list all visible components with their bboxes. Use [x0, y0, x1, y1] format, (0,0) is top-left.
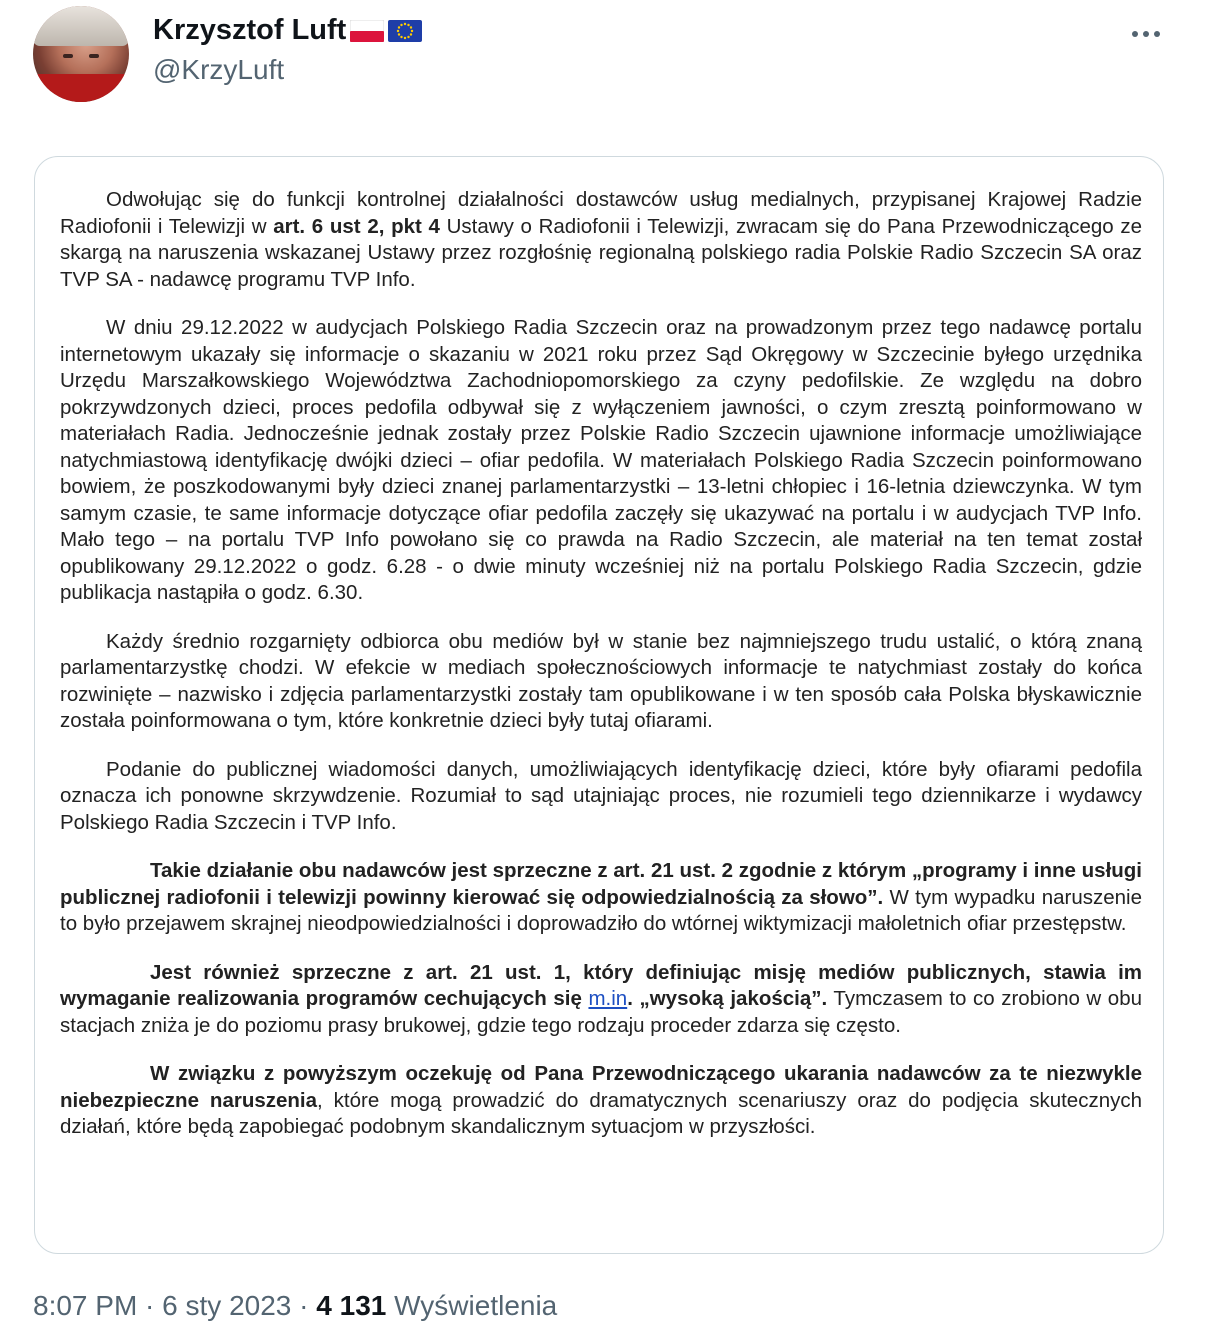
views-count[interactable]: 4 131 [316, 1290, 387, 1321]
tweet-date[interactable]: 6 sty 2023 [162, 1290, 292, 1321]
avatar[interactable] [33, 6, 129, 102]
more-options-icon[interactable] [1130, 14, 1162, 46]
tweet-time[interactable]: 8:07 PM [33, 1290, 138, 1321]
doc-paragraph-4: Podanie do publicznej wiadomości danych, umożliwiających identyfikację dzieci, które były ofiarami pedofila oznacza ich ponowne skrzywdzenie. Rozumiał to sąd utajniając proces, nie rozumieli tego dziennikarze i wydawcy Polskiego Radia Szczecin i TVP Info. [60, 757, 1142, 834]
doc-paragraph-2: W dniu 29.12.2022 w audycjach Polskiego Radia Szczecin oraz na prowadzonym przez tego nadawcę portalu internetowym ukazały się informacje o skazaniu w 2021 roku przez Sąd Okręgowy w Szczecinie byłego urzędnika Urzędu Marszałkowskiego Województwa Zachodniopomorskiego za czyny pedofilskie. Ze względu na dobro pokrzywdzonych dzieci, proces pedofila odbywał się z wyłączeniem jawności, o czym zresztą poinformowano w materiałach Radia. Jednocześnie jednak zostały przez Polskie Radio Szczecin ujawnione informacje umożliwiające natychmiastową identyfikację dwójki dzieci – ofiar pedofila. W materiałach Polskiego Radia Szczecin poinformowano bowiem, że poszkodowanymi były dzieci znanej parlamentarzystki – 13-letni chłopiec i 16-letnia dziewczynka. W tym samym czasie, te same informacje dotyczące ofiar pedofila zaczęły się ukazywać na portalu i w audycjach TVP Info. Mało tego – na portalu TVP Info powołano się co prawda na Radio Szczecin, ale materiał na ten temat został opublikowany 29.12.2022 o godz. 6.28 - o dwie minuty wcześniej niż na portalu Polskiego Radia Szczecin, gdzie publikacja nastąpiła o godz. 6.30. [60, 316, 1142, 604]
author-name-row[interactable] [153, 14, 422, 47]
attached-image[interactable] [34, 156, 1164, 1254]
author-handle[interactable]: @KrzyLuft [153, 54, 285, 85]
doc-link: m.in [588, 987, 628, 1010]
eu-flag-icon [388, 20, 422, 42]
doc-paragraph-3: Każdy średnio rozgarnięty odbiorca obu mediów był w stanie bez najmniejszego trudu ustalić, o którą znaną parlamentarzystkę chodzi. W efekcie w mediach społecznościowych informacje te natychmiast zostały do końca rozwinięte – nazwisko i zdjęcia parlamentarzystki zostały tam opublikowane i w ten sposób cała Polska błyskawicznie została poinformowana o tym, które konkretnie dzieci były tutaj ofiarami. [60, 629, 1142, 732]
views-label[interactable]: Wyświetlenia [386, 1290, 558, 1321]
doc-paragraph-1: Odwołując się do funkcji kontrolnej działalności dostawców usług medialnych, przypisanej Krajowej Radzie Radiofonii i Telewizji w art. 6 ust 2, pkt 4 Ustawy o Radiofonii i Telewizji, zwracam się do Pana Przewodniczącego ze skargą na naruszenia wskazanej Ustawy przez rozgłośnię regionalną polskiego radia Polskie Radio Szczecin SA oraz TVP SA - nadawcę programu TVP Info. [60, 188, 1143, 291]
tweet-meta: 8:07 PM · 6 sty 2023 · 4 131 Wyświetlenia [33, 1290, 558, 1321]
author-name[interactable]: Krzysztof Luft [153, 14, 347, 46]
doc-paragraph-7: W związku z powyższym oczekuję od Pana Przewodniczącego ukarania nadawców za te niezwykle niebezpieczne naruszenia, które mogą prowadzić do dramatycznych scenariuszy oraz do podjęcia skutecznych działań, które będą zapobiegać podobnym skandalicznym sytuacjom w przyszłości. [60, 1062, 1142, 1138]
document-text [60, 187, 1142, 1163]
doc-paragraph-5: Takie działanie obu nadawców jest sprzeczne z art. 21 ust. 2 zgodnie z którym „programy i inne usługi publicznej radiofonii i telewizji powinny kierować się odpowiedzialnością za słowo”. W tym wypadku naruszenie to było przejawem skrajnej nieodpowiedzialności i doprowadziło do wtórnej wiktymizacji małoletnich ofiar przestępstw. [60, 859, 1142, 935]
poland-flag-icon [350, 20, 384, 42]
doc-paragraph-6: Jest również sprzeczne z art. 21 ust. 1, który definiując misję mediów publicznych, stawia im wymaganie realizowania programów cechujących się m.in. „wysoką jakością”. Tymczasem to co zrobiono w obu stacjach zniża je do poziomu prasy brukowej, gdzie tego rodzaju proceder zdarza się często. [60, 960, 1143, 1037]
